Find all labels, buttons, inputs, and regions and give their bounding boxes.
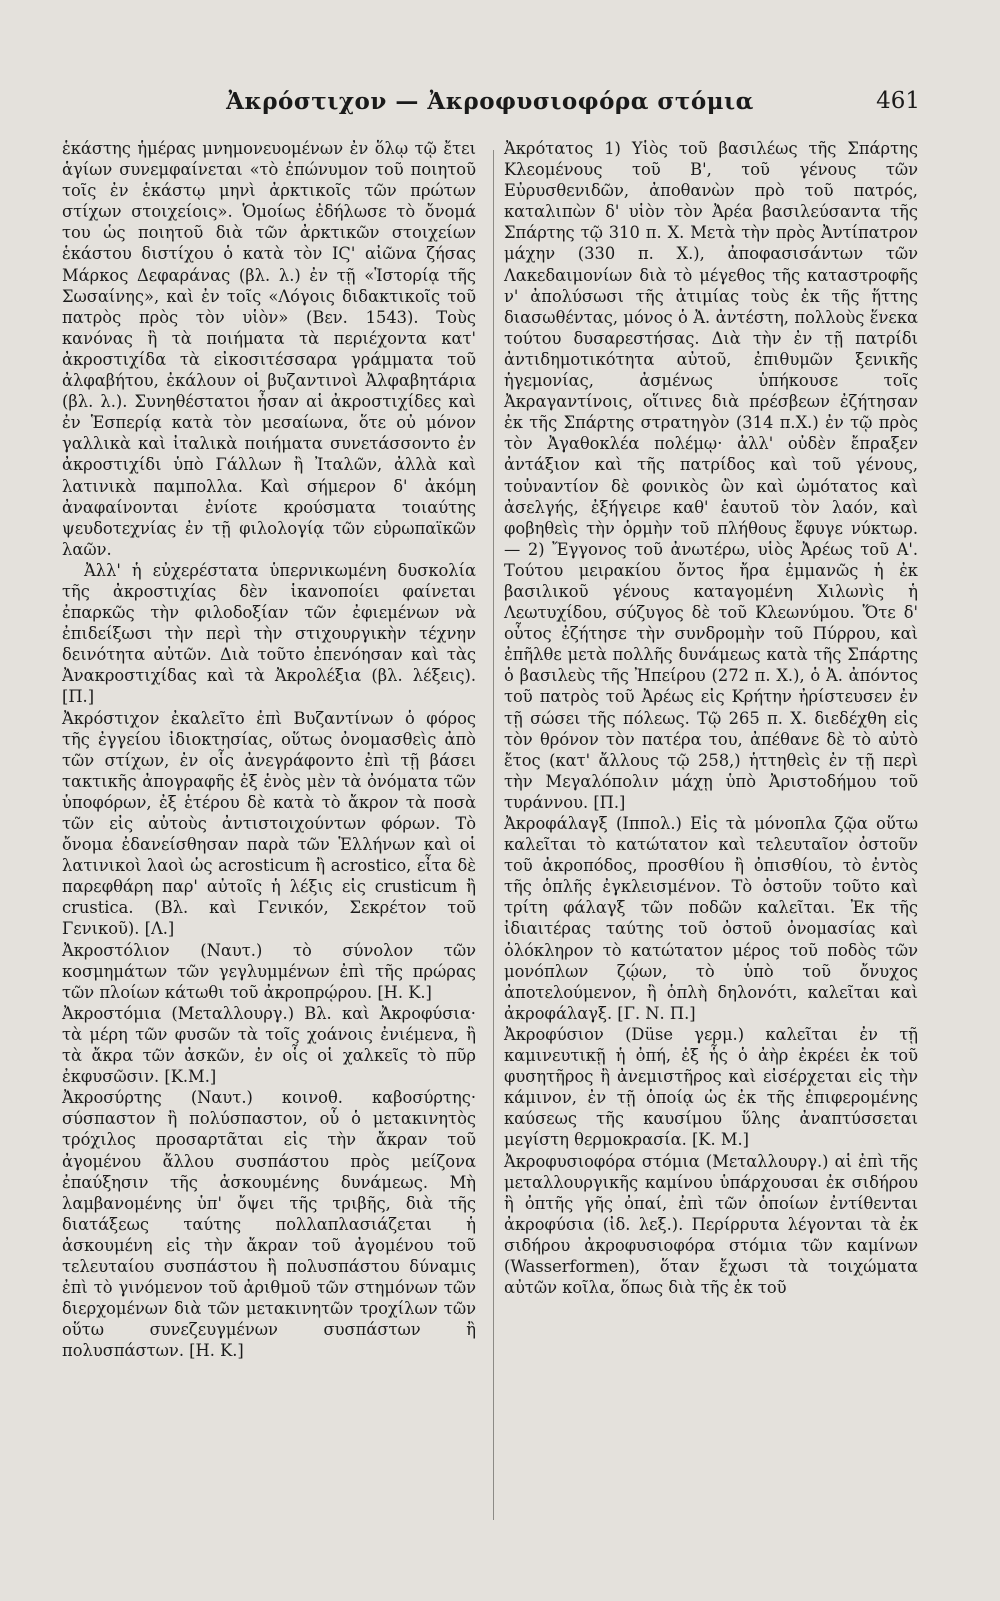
dictionary-entry [62, 1003, 476, 1087]
entry-text: (Ναυτ.) κοινοθ. καβοσύρτης· σύσπαστον ἢ πολύσπαστον, οὗ ὁ μετακινητὸς τρόχιλος προσαρτᾶται εἰς τὴν ἄκραν τοῦ ἀγομένου ἄλλου συσπάστου πρὸς μείζονα ἐπαύξησιν τῆς ἀσκουμένης δυνάμεως. Μὴ λαμβανομένης ὑπ' ὄψει τῆς τριβῆς, διὰ τῆς διατάξεως ταύτης πολλαπλασιάζεται ἡ ἀσκουμένη εἰς τὴν ἄκραν τοῦ ἀγομένου τοῦ τελευταίου συσπάστου ἢ πολυσπάστου δύναμις ἐπὶ τὸ γινόμενον τοῦ ἀριθμοῦ τῶν στημόνων τῶν διερχομένων διὰ τῶν μετακινητῶν τροχίλων τῶν οὕτω συνεζευγμένων συσπάστων ἢ πολυσπάστων. [Η. Κ.] [62, 1088, 476, 1361]
dictionary-entry [62, 1087, 476, 1361]
page-header [60, 88, 920, 124]
entry-headword: Ἀκροστόλιον [62, 940, 170, 960]
dictionary-entry [62, 708, 476, 940]
right-column [504, 138, 918, 1298]
dictionary-entry [62, 940, 476, 1003]
paragraph [62, 560, 476, 708]
entry-text: ἑκάστης ἡμέρας μνημονευομένων ἐν ὅλῳ τῷ ἔτει ἁγίων συνεμφαίνεται «τὸ ἐπώνυμον τοῦ ποιητοῦ τοῖς ἐν ἑκάστῳ μηνὶ ἀρκτικοῖς τῶν πρώτων στίχων στοιχείοις». Ὁμοίως ἐδήλωσε τὸ ὄνομά του ὡς ποιητοῦ διὰ τῶν ἀρκτικῶν στοιχείων ἑκάστου διστίχου ὁ κατὰ τὸν ΙϚ' αἰῶνα ζήσας Μάρκος Δεφαράνας (βλ. λ.) ἐν τῇ «Ἱστορίᾳ τῆς Σωσαίνης», καὶ ἐν τοῖς «Λόγοις διδακτικοῖς τοῦ πατρὸς πρὸς τὸν υἱὸν» (Βεν. 1543). Τοὺς κανόνας ἢ τὰ ποιήματα τὰ περιέχοντα κατ' ἀκροστιχίδα τὰ εἰκοσιτέσσαρα γράμματα τοῦ ἀλφαβήτου, ἐκάλουν οἱ βυζαντινοὶ Ἀλφαβητάρια (βλ. λ.). Συνηθέστατοι ἦσαν αἱ ἀκροστιχίδες καὶ ἐν Ἑσπερίᾳ κατὰ τὸν μεσαίωνα, ὅτε οὐ μόνον γαλλικὰ καὶ ἰταλικὰ ποιήματα συνετάσσοντο ἐν ἀκροστιχίδι ὑπὸ Γάλλων ἢ Ἰταλῶν, ἀλλὰ καὶ λατινικὰ παμπολλα. Καὶ σήμερον δ' ἀκόμη ἀναφαίνονται ἐνίοτε κρούσματα τοιαύτης ψευδοτεχνίας ἐν τῇ φιλολογίᾳ τῶν εὐρωπαϊκῶν λαῶν. [62, 139, 476, 559]
entry-text: (Ιππολ.) Εἰς τὰ μόνοπλα ζῷα οὕτω καλεῖται τὸ κατώτατον καὶ τελευταῖον ὀστοῦν τοῦ ἀκροπόδος, προσθίου ἢ ὀπισθίου, τὸ ἐντὸς τῆς ὁπλῆς ἐγκλεισμένον. Τὸ ὀστοῦν τοῦτο καὶ τρίτη φάλαγξ τῶν ποδῶν καλεῖται. Ἐκ τῆς ἰδιαιτέρας ταύτης τοῦ ὀστοῦ ὀνομασίας καὶ ὁλόκληρον τὸ κατώτατον μέρος τοῦ ποδὸς τῶν μονόπλων ζῴων, τὸ ὑπὸ τοῦ ὄνυχος ἀποτελούμενον, ἢ ὁπλὴ δηλονότι, καλεῖται καὶ ἀκροφάλαγξ. [Γ. Ν. Π.] [504, 814, 918, 1023]
column-rule [493, 150, 494, 1520]
entry-headword: Ἀκροστόμια [62, 1003, 162, 1023]
entry-text: Ἀλλ' ἡ εὐχερέστατα ὑπερνικωμένη δυσκολία τῆς ἀκροστιχίας δὲν ἱκανοποίει φαίνεται ἐπαρκῶς τὴν φιλοδοξίαν τῶν ἐφιεμένων νὰ ἐπιδείξωσι τὴν περὶ τὴν στιχουργικὴν τέχνην δεινότητα αὐτῶν. Διὰ τοῦτο ἐπενόησαν καὶ τὰς Ἀνακροστιχίδας καὶ τὰ Ἀκρολέξια (βλ. λέξεις). [Π.] [62, 560, 476, 707]
dictionary-entry [504, 1151, 918, 1299]
entry-headword: Ἀκροφύσιον [504, 1024, 604, 1044]
entry-headword: Ἀκροσύρτης [62, 1088, 162, 1108]
running-head: Ἀκρόστιχον — Ἀκροφυσιοφόρα στόμια [226, 88, 754, 115]
dictionary-entry [504, 138, 918, 813]
entry-text: ἐκαλεῖτο ἐπὶ Βυζαντίνων ὁ φόρος τῆς ἐγγείου ἰδιοκτησίας, οὕτως ὀνομασθεὶς ἀπὸ τῶν στίχων, ἐν οἷς ἀνεγράφοντο ἐπὶ τῇ βάσει τακτικῆς ἀπογραφῆς ἐξ ἑνὸς μὲν τὰ ὀνόματα τῶν ὑποφόρων, ἐξ ἑτέρου δὲ κατὰ τὸ ἄκρον τὰ ποσὰ τῶν εἰς αὐτοὺς ἀντιστοιχούντων φόρων. Τὸ ὄνομα ἐδανείσθησαν παρὰ τῶν Ἑλλήνων καὶ οἱ λατινικοὶ λαοὶ ὡς acrosticum ἢ acrostico, εἶτα δὲ παρεφθάρη παρ' αὐτοῖς ἡ λέξις εἰς crusticum ἢ crustica. (Βλ. καὶ Γενικόν, Σεκρέτον τοῦ Γενικοῦ). [Λ.] [62, 708, 476, 939]
page-number: 461 [876, 88, 920, 114]
entry-headword: Ἀκρότατος [504, 139, 594, 158]
entry-text: (Ναυτ.) τὸ σύνολον τῶν κοσμημάτων τῶν γεγλυμμένων ἐπὶ τῆς πρώρας τῶν πλοίων κάτωθι τοῦ ἀκροπρῴρου. [Η. Κ.] [62, 940, 476, 1002]
paragraph [62, 138, 476, 560]
dictionary-entry [504, 1024, 918, 1151]
entry-text: (Düse γερμ.) καλεῖται ἐν τῇ καμινευτικῇ ἡ ὀπή, ἐξ ἧς ὁ ἀὴρ ἐκρέει ἐκ τοῦ φυσητῆρος ἢ ἀνεμιστῆρος καὶ εἰσέρχεται εἰς τὴν κάμινον, ἐν τῇ ὁποίᾳ ὡς ἐκ τῆς ἐπιφερομένης καύσεως τῆς καυσίμου ὕλης ἀναπτύσσεται μεγίστη θερμοκρασία. [Κ. Μ.] [504, 1024, 918, 1150]
left-column [62, 138, 476, 1361]
entry-text: (Μεταλλουργ.) Βλ. καὶ Ἀκροφύσια· τὰ μέρη τῶν φυσῶν τὰ τοῖς χοάνοις ἐνιέμενα, ἢ τὰ ἄκρα τῶν ἀσκῶν, ἐν οἷς οἱ χαλκεῖς τὸ πῦρ ἐκφυσῶσιν. [Κ.Μ.] [62, 1003, 476, 1087]
dictionary-entry [504, 813, 918, 1024]
entry-headword: Ἀκροφάλαγξ [504, 814, 608, 833]
entry-text: 1) Υἱὸς τοῦ βασιλέως τῆς Σπάρτης Κλεομένους τοῦ Β', τοῦ γένους τῶν Εὐρυσθενιδῶν, ἀποθανὼν πρὸ τοῦ πατρός, καταλιπὼν δ' υἱὸν τὸν Ἀρέα βασιλεύσαντα τῆς Σπάρτης τῷ 310 π. Χ. Μετὰ τὴν πρὸς Ἀντίπατρον μάχην (330 π. Χ.), ἀποφασισάντων τῶν Λακεδαιμονίων διὰ τὸ μέγεθος τῆς καταστροφῆς ν' ἀπολύσωσι τῆς ἀτιμίας τοὺς ἐκ τῆς ἥττης διασωθέντας, μόνος ὁ Ἀ. ἀντέστη, πολλοὺς ἕνεκα τούτου δυσαρεστήσας. Διὰ τὴν ἐν τῇ πατρίδι ἀντιδημοτικότητα αὐτοῦ, ἐπιθυμῶν ξενικῆς ἡγεμονίας, ἀσμένως ὑπήκουσε τοῖς Ἀκραγαντίνοις, οἵτινες διὰ πρέσβεων ἐζήτησαν ἐκ τῆς Σπάρτης στρατηγὸν (314 π.Χ.) ἐν τῷ πρὸς τὸν Ἀγαθοκλέα πολέμῳ· ἀλλ' οὐδὲν ἔπραξεν ἀντάξιον καὶ τῆς πατρίδος καὶ τοῦ γένους, τοὐναντίον δὲ φονικὸς ὢν καὶ ὠμότατος καὶ ἀσελγής, ἐξήγειρε καθ' ἑαυτοῦ τὸν λαόν, καὶ φοβηθεὶς τὴν ὁρμὴν τοῦ πλήθους ἔφυγε νύκτωρ. — 2) Ἔγγονος τοῦ ἀνωτέρω, υἱὸς Ἀρέως τοῦ Α'. Τούτου μειρακίου ὄντος ἤρα ἐμμανῶς ἡ ἐκ βασιλικοῦ γένους καταγομένη Χιλωνὶς ἡ Λεωτυχίδου, σύζυγος δὲ τοῦ Κλεωνύμου. Ὅτε δ' οὗτος ἐζήτησε τὴν συνδρομὴν τοῦ Πύρρου, καὶ ἐπῆλθε μετὰ πολλῆς δυνάμεως κατὰ τῆς Σπάρτης ὁ βασιλεὺς τῆς Ἠπείρου (272 π. Χ.), ὁ Ἀ. ἀπόντος τοῦ πατρὸς τοῦ Ἀρέως εἰς Κρήτην ἠρίστευσεν ἐν τῇ σώσει τῆς πόλεως. Τῷ 265 π. Χ. διεδέχθη εἰς τὸν θρόνον τὸν πατέρα του, ἀπέθανε δὲ τὸ αὐτὸ ἔτος (κατ' ἄλλους τῷ 258,) ἡττηθεὶς ἐν τῇ περὶ τὴν Μεγαλόπολιν μάχῃ ὑπὸ Ἀριστοδήμου τοῦ τυράννου. [Π.] [504, 139, 918, 812]
entry-text: (Μεταλλουργ.) αἱ ἐπὶ τῆς μεταλλουργικῆς καμίνου ὑπάρχουσαι ἐκ σιδήρου ἢ ὀπτῆς γῆς ὀπαί, ἐπὶ τῶν ὁποίων ἐντίθενται ἀκροφύσια (ἰδ. λεξ.). Περίρρυτα λέγονται τὰ ἐκ σιδήρου ἀκροφυσιοφόρα στόμια τῶν καμίνων (Wasserformen), ὅταν ἔχωσι τὰ τοιχώματα αὐτῶν κοῖλα, ὅπως διὰ τῆς ἐκ τοῦ [504, 1151, 918, 1298]
entry-headword: Ἀκροφυσιοφόρα στόμια [504, 1151, 700, 1171]
entry-headword: Ἀκρόστιχον [62, 708, 160, 728]
